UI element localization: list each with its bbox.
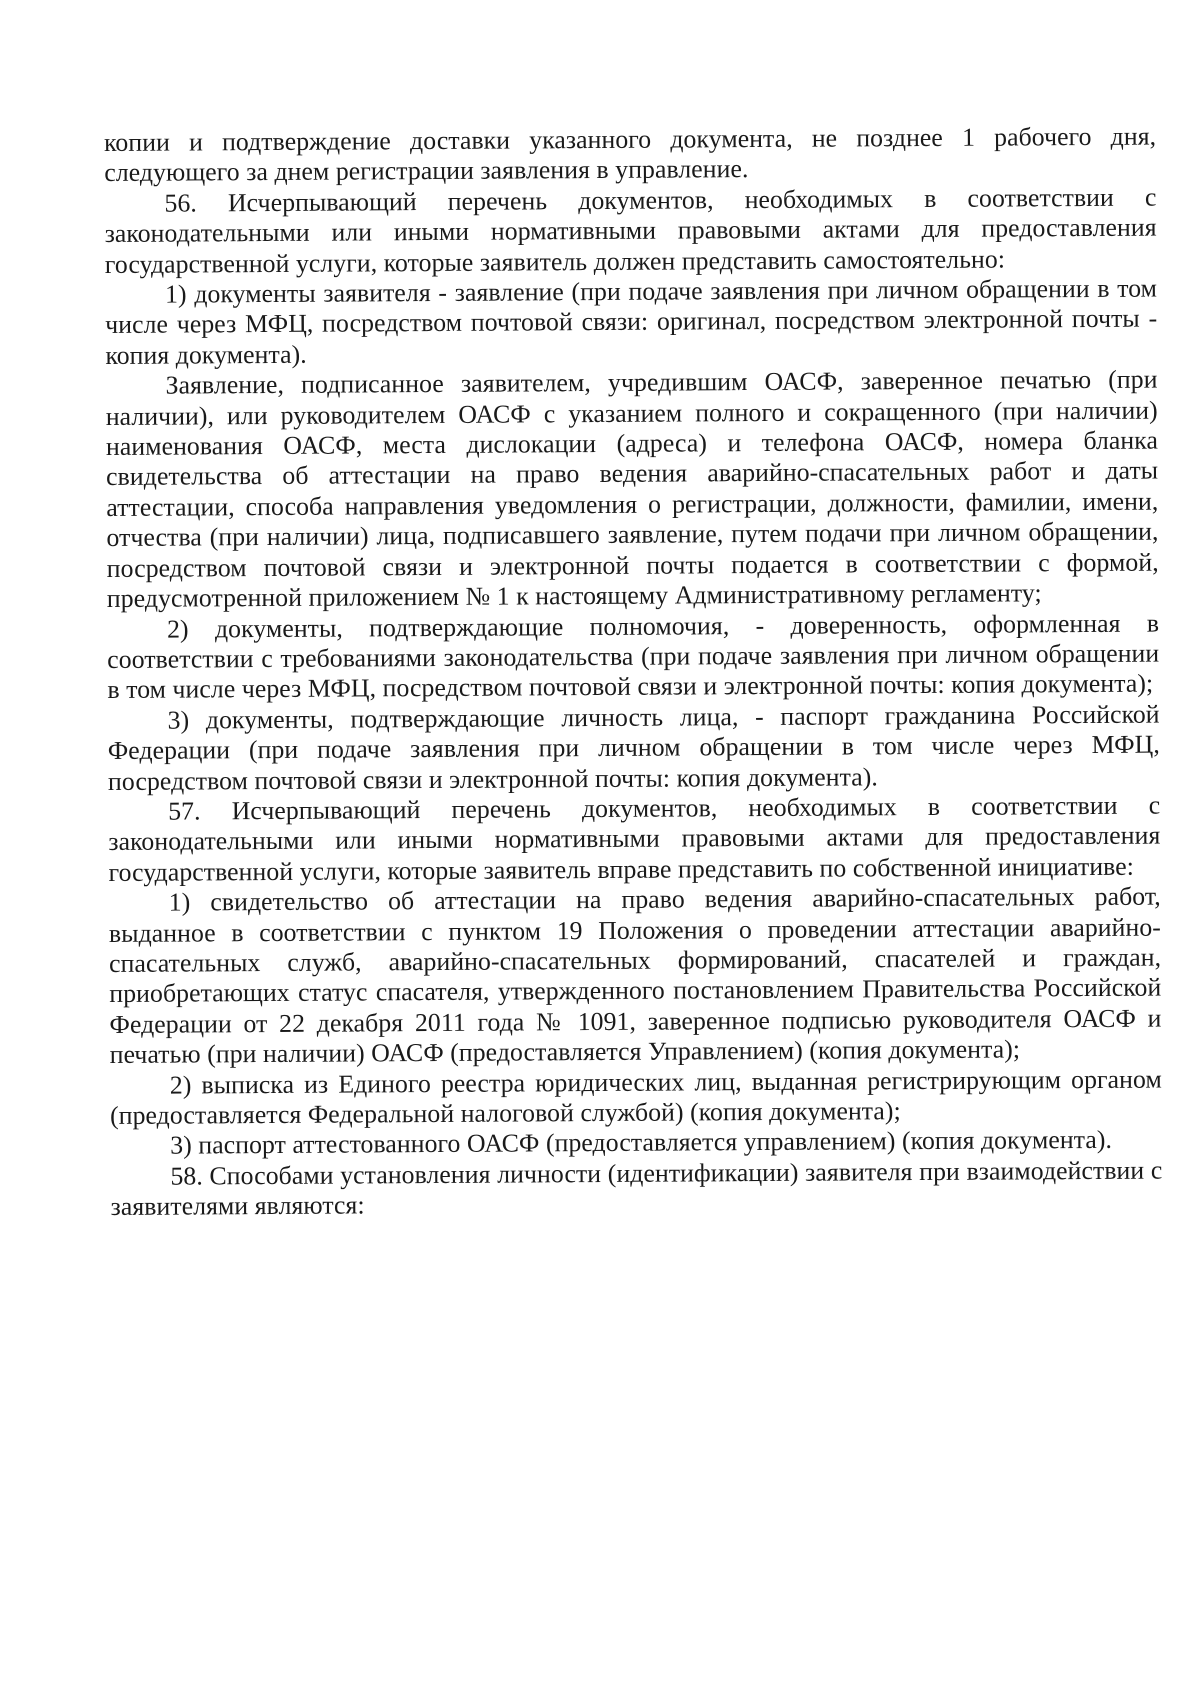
paragraph-continuation: копии и подтверждение доставки указанного документа, не позднее 1 рабочего дня, следующего за днем регистрации заявления в управление. [104, 121, 1157, 188]
paragraph-56-item-2: 2) документы, подтверждающие полномочия, - доверенность, оформленная в соответствии с требованиями законодательства (при подаче заявления при личном обращении в том числе через МФЦ, посредством почтовой связи и электронной почты: копия документа); [107, 608, 1160, 705]
paragraph-57-item-3: 3) паспорт аттестованного ОАСФ (предоставляется управлением) (копия документа). [170, 1125, 1113, 1161]
paragraph-57-item-1: 1) свидетельство об аттестации на право ведения аварийно-спасательных работ, выданное в соответствии с пунктом 19 Положения о проведении аттестации аварийно-спасательных служб, аварийно-спасательных формирований, спасателей и граждан, приобретающих статус спасателя, утвержденного постановлением Правительства Российской Федерации от 22 декабря 2011 года № 1091, заверенное подписью руководителя ОАСФ и печатью (при наличии) ОАСФ (предоставляется Управлением) (копия документа); [108, 881, 1162, 1070]
paragraph-58: 58. Способами установления личности (идентификации) заявителя при взаимодействии с заявителями являются: [110, 1155, 1163, 1222]
paragraph-56-item-3: 3) документы, подтверждающие личность лица, - паспорт гражданина Российской Федерации (при подаче заявления при личном обращении в том числе через МФЦ, посредством почтовой связи и электронной почты: копия документа). [107, 699, 1160, 796]
paragraph-56: 56. Исчерпывающий перечень документов, необходимых в соответствии с законодательными или иными нормативными правовыми актами для предоставления государственной услуги, которые заявитель должен представить самостоятельно: [104, 182, 1157, 279]
paragraph-57: 57. Исчерпывающий перечень документов, необходимых в соответствии с законодательными или иными нормативными правовыми актами для предоставления государственной услуги, которые заявитель вправе представить по собственной инициативе: [108, 790, 1161, 887]
paragraph-56-item-1: 1) документы заявителя - заявление (при подаче заявления при личном обращении в том числе через МФЦ, посредством почтовой связи: оригинал, посредством электронной почты - копия документа). [105, 273, 1158, 370]
paragraph-application-form: Заявление, подписанное заявителем, учредившим ОАСФ, заверенное печатью (при наличии), или руководителем ОАСФ с указанием полного и сокращенного (при наличии) наименования ОАСФ, места дислокации (адреса) и телефона ОАСФ, номера бланка свидетельства об аттестации на право ведения аварийно-спасательных работ и даты аттестации, способа направления уведомления о регистрации, должности, фамилии, имени, отчества (при наличии) лица, подписавшего заявление, путем подачи при личном обращении, посредством почтовой связи и электронной почты подается в соответствии с формой, предусмотренной приложением № 1 к настоящему Административному регламенту; [105, 364, 1159, 614]
paragraph-57-item-2: 2) выписка из Единого реестра юридических лиц, выданная регистрирующим органом (предоставляется Федеральной налоговой службой) (копия документа); [109, 1064, 1162, 1130]
document-body [104, 122, 1163, 1223]
